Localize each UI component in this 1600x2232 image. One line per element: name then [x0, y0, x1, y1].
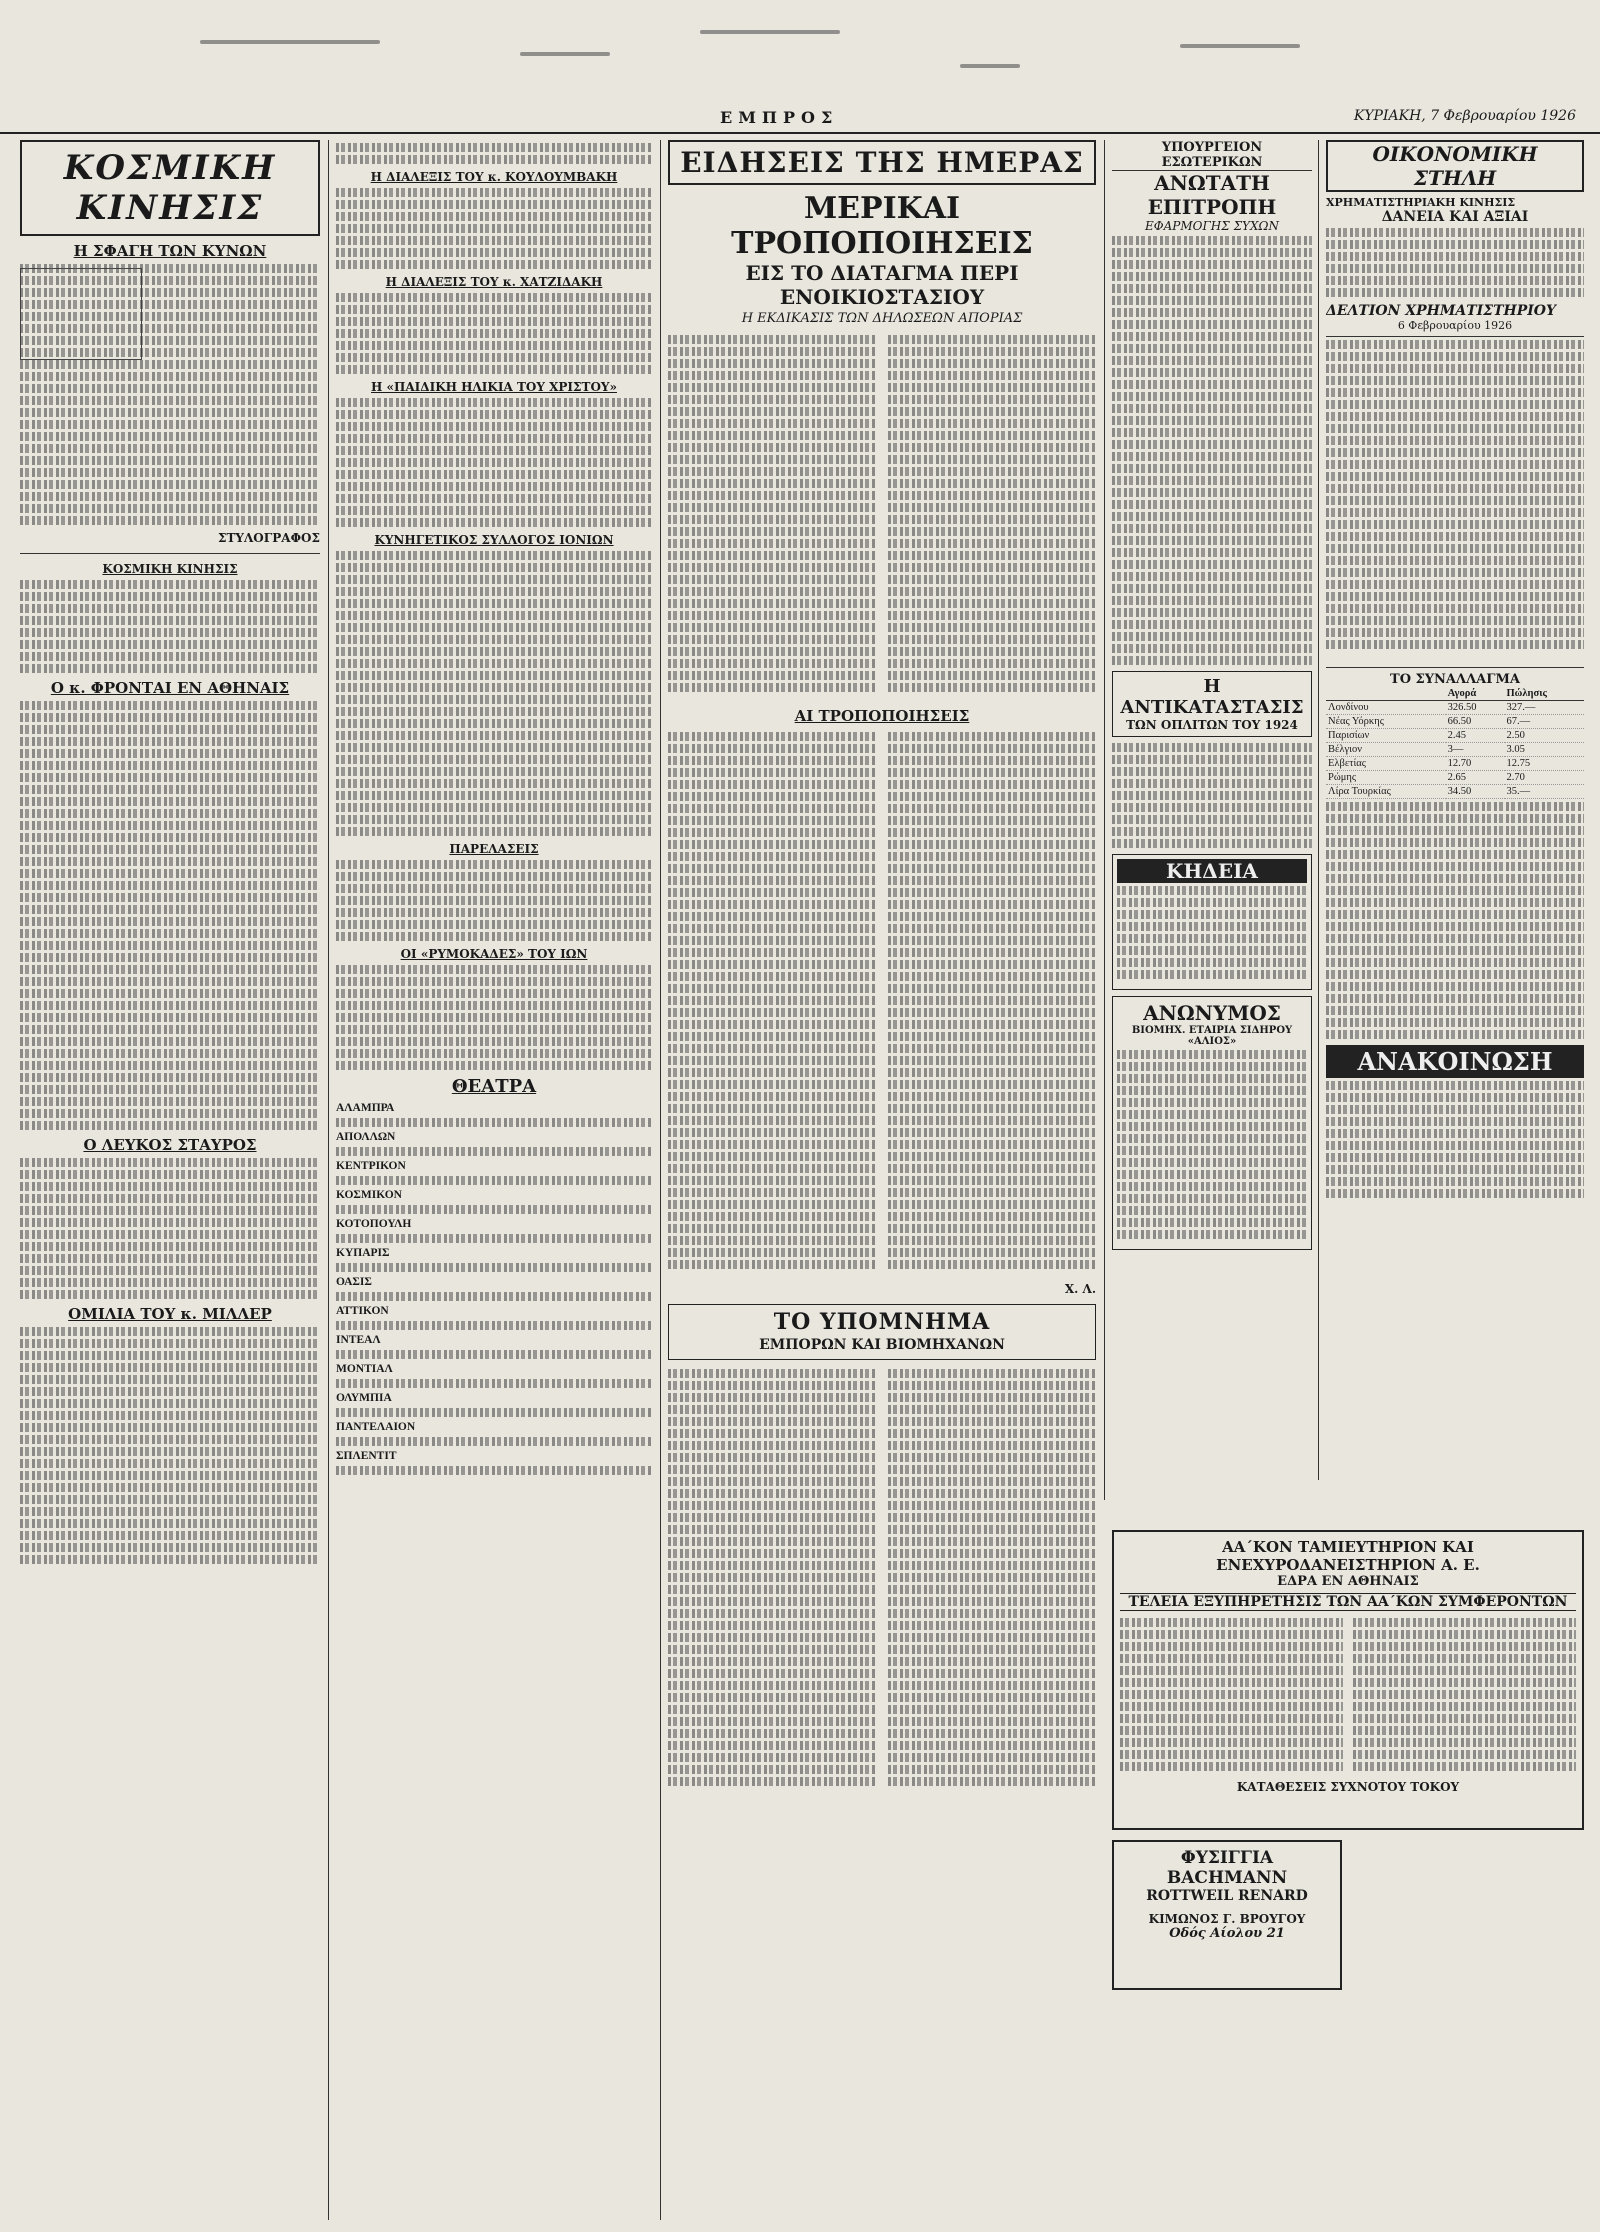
article-body	[668, 1366, 876, 1789]
article-body	[336, 293, 652, 374]
company-heading: ΑΝΩΝΥΜΟΣ	[1143, 1001, 1281, 1025]
theatre-entry: ΜΟΝΤΙΑΛ	[336, 1363, 393, 1375]
dealer-address: Οδός Αίολου 21	[1169, 1926, 1285, 1941]
article-body	[20, 1327, 320, 1564]
table-row: Λίρα Τουρκίας 34.50 35.—	[1326, 785, 1584, 799]
article-body	[336, 188, 652, 269]
stock-movement-heading: ΧΡΗΜΑΤΙΣΤΗΡΙΑΚΗ ΚΙΝΗΣΙΣ	[1326, 196, 1516, 209]
ad-body	[1353, 1615, 1576, 1774]
masthead-paper-name: ΕΜΠΡΟΣ	[720, 108, 839, 127]
theatre-entry: ΑΤΤΙΚΟΝ	[336, 1305, 389, 1317]
memo-box	[668, 1304, 1096, 1360]
funeral-heading: ΚΗΔΕΙΑ	[1117, 859, 1307, 883]
article-body	[336, 551, 652, 836]
ministry-heading: ΥΠΟΥΡΓΕΙΟΝ ΕΣΩΤΕΡΙΚΩΝ	[1112, 140, 1312, 171]
theatre-entry: ΑΠΟΛΛΩΝ	[336, 1131, 396, 1143]
article-headline: ΟΙ «ΡΥΜΟΚΑΔΕΣ» ΤΟΥ ΙΩΝ	[400, 947, 588, 961]
exchange-col-buy: Αγορά	[1446, 687, 1505, 701]
table-row: Παρισίων 2.45 2.50	[1326, 729, 1584, 743]
article-headline: ΚΟΣΜΙΚΗ ΚΙΝΗΣΙΣ	[102, 562, 238, 576]
column-6	[1326, 140, 1584, 1520]
article-headline: ΟΜΙΛΙΑ ΤΟΥ κ. ΜΙΛΛΕΡ	[68, 1305, 272, 1323]
economic-column-heading: ΟΙΚΟΝΟΜΙΚΗ ΣΤΗΛΗ	[1326, 140, 1584, 192]
article-headline: Η ΔΙΑΛΕΞΙΣ ΤΟΥ κ. ΚΟΥΛΟΥΜΒΑΚΗ	[370, 170, 618, 184]
news-of-the-day-banner: ΕΙΔΗΣΕΙΣ ΤΗΣ ΗΜΕΡΑΣ	[668, 140, 1096, 185]
byline: ΣΤΥΛΟΓΡΑΦΟΣ	[218, 531, 320, 545]
article-body	[888, 729, 1096, 1272]
article-headline: ΠΑΡΕΛΑΣΕΙΣ	[449, 842, 539, 856]
product-advertisement	[1112, 1840, 1342, 1990]
columns-3-4	[668, 140, 1096, 2220]
theatre-entry: ΟΑΣΙΣ	[336, 1276, 372, 1288]
replacement-subheadline: ΤΩΝ ΟΠΛΙΤΩΝ ΤΟΥ 1924	[1126, 718, 1298, 732]
article-body	[20, 1158, 320, 1299]
article-body	[668, 332, 876, 695]
product-name: ΦΥΣΙΓΓΙΑ BACHMANN	[1166, 1848, 1288, 1888]
dealer-name: ΚΙΜΩΝΟΣ Γ. ΒΡΟΥΓΟΥ	[1148, 1912, 1306, 1926]
article-headline: Η «ΠΑΙΔΙΚΗ ΗΛΙΚΙΑ ΤΟΥ ΧΡΙΣΤΟΥ»	[371, 380, 617, 394]
article-body	[336, 965, 652, 1070]
product-brand: ROTTWEIL RENARD	[1146, 1888, 1308, 1904]
replacement-headline: Η ΑΝΤΙΚΑΤΑΣΤΑΣΙΣ	[1120, 676, 1304, 718]
signature: Χ. Λ.	[1064, 1282, 1096, 1296]
article-body	[888, 1366, 1096, 1789]
article-body	[336, 860, 652, 941]
table-row: Βέλγιον 3— 3.05	[1326, 743, 1584, 757]
loans-heading: ΔΑΝΕΙΑ ΚΑΙ ΑΞΙΑΙ	[1381, 209, 1529, 225]
article-headline: Ο κ. ΦΡΟΝΤΑΙ ΕΝ ΑΘΗΝΑΙΣ	[50, 679, 290, 697]
article-headline: ΚΥΝΗΓΕΤΙΚΟΣ ΣΥΛΛΟΓΟΣ ΙΟΝΙΩΝ	[374, 533, 614, 547]
theatre-entry: ΠΑΝΤΕΛΑΙΟΝ	[336, 1421, 416, 1433]
theatre-entry: ΚΟΣΜΙΚΟΝ	[336, 1189, 402, 1201]
article-body	[1112, 743, 1312, 848]
theatre-entry: ΣΠΛΕΝΤΙΤ	[336, 1450, 397, 1462]
table-row: Λονδίνου 326.50 327.—	[1326, 701, 1584, 715]
section-heading: ΑΙ ΤΡΟΠΟΠΟΙΗΣΕΙΣ	[794, 707, 970, 725]
article-body	[668, 729, 876, 1272]
theatres-heading: ΘΕΑΤΡΑ	[451, 1076, 537, 1097]
section-title: ΚΟΣΜΙΚΗ ΚΙΝΗΣΙΣ	[20, 140, 320, 236]
bank-tagline: ΤΕΛΕΙΑ ΕΞΥΠΗΡΕΤΗΣΙΣ ΤΩΝ ΑΑ΄ΚΩΝ ΣΥΜΦΕΡΟΝΤΩΝ	[1120, 1593, 1576, 1611]
committee-subheading: ΕΦΑΡΜΟΓΗΣ ΣΥΧΩΝ	[1145, 219, 1279, 233]
funeral-notice	[1112, 854, 1312, 990]
stock-table	[1326, 336, 1584, 668]
company-notice	[1112, 996, 1312, 1250]
replacement-box	[1112, 671, 1312, 737]
theatre-entry: ΑΛΑΜΠΡΑ	[336, 1102, 395, 1114]
deposit-heading: ΚΑΤΑΘΕΣΕΙΣ ΣΥΧΝΟΤΟΥ ΤΟΚΟΥ	[1236, 1780, 1460, 1794]
bank-seat: ΕΔΡΑ ΕΝ ΑΘΗΝΑΙΣ	[1277, 1574, 1419, 1589]
memo-subheadline: ΕΜΠΟΡΩΝ ΚΑΙ ΒΙΟΜΗΧΑΝΩΝ	[759, 1337, 1005, 1353]
column-2	[336, 140, 652, 2220]
theatres-list	[336, 1101, 652, 1475]
article-body	[20, 701, 320, 1130]
table-row: Νέας Υόρκης 66.50 67.—	[1326, 715, 1584, 729]
company-body	[1117, 1050, 1307, 1239]
company-subheading: ΒΙΟΜΗΧ. ΕΤΑΙΡΙΑ ΣΙΔΗΡΟΥ «ΑΛΙΟΣ»	[1131, 1025, 1293, 1047]
article-headline: Η ΔΙΑΛΕΞΙΣ ΤΟΥ κ. ΧΑΤΖΙΔΑΚΗ	[385, 275, 603, 289]
article-body	[1112, 236, 1312, 665]
theatre-entry: ΚΥΠΑΡΙΣ	[336, 1247, 390, 1259]
column-1	[20, 140, 320, 2220]
ad-body	[1120, 1615, 1343, 1774]
theatre-entry: ΟΛΥΜΠΙΑ	[336, 1392, 392, 1404]
exchange-table	[1326, 687, 1584, 799]
table-row: Ελβετίας 12.70 12.75	[1326, 757, 1584, 771]
bulletin-date: 6 Φεβρουαρίου 1926	[1397, 319, 1513, 332]
masthead	[0, 0, 1600, 134]
exchange-col-sell: Πώλησις	[1505, 687, 1584, 701]
article-body	[1326, 802, 1584, 1039]
bank-advertisement	[1112, 1530, 1584, 1830]
theatre-entry: ΙΝΤΕΑΛ	[336, 1334, 381, 1346]
article-headline: Η ΣΦΑΓΗ ΤΩΝ ΚΥΝΩΝ	[73, 242, 267, 260]
article-body	[20, 580, 320, 673]
memo-headline: ΤΟ ΥΠΟΜΝΗΜΑ	[773, 1309, 991, 1335]
main-headline: ΜΕΡΙΚΑΙ ΤΡΟΠΟΠΟΙΗΣΕΙΣ	[731, 191, 1033, 261]
main-headline-2: ΕΙΣ ΤΟ ΔΙΑΤΑΓΜΑ ΠΕΡΙ ΕΝΟΙΚΙΟΣΤΑΣΙΟΥ	[745, 261, 1019, 309]
article-body	[336, 398, 652, 527]
table-row: Ρώμης 2.65 2.70	[1326, 771, 1584, 785]
article-headline: Ο ΛΕΥΚΟΣ ΣΤΑΥΡΟΣ	[83, 1136, 257, 1154]
theatre-entry: ΚΕΝΤΡΙΚΟΝ	[336, 1160, 406, 1172]
announcement-heading: ΑΝΑΚΟΙΝΩΣΗ	[1326, 1045, 1584, 1078]
main-subheadline: Η ΕΚΔΙΚΑΣΙΣ ΤΩΝ ΔΗΛΩΣΕΩΝ ΑΠΟΡΙΑΣ	[741, 311, 1023, 326]
exchange-heading: ΤΟ ΣΥΝΑΛΛΑΓΜΑ	[1390, 672, 1520, 687]
article-body	[1326, 228, 1584, 297]
bank-title: ΑΑ΄ΚΟΝ ΤΑΜΙΕΥΤΗΡΙΟΝ ΚΑΙ ΕΝΕΧΥΡΟΔΑΝΕΙΣΤΗΡΙΟΝ Α. Ε.	[1216, 1538, 1480, 1574]
masthead-date: ΚΥΡΙΑΚΗ, 7 Φεβρουαρίου 1926	[1353, 108, 1576, 124]
article-body	[888, 332, 1096, 695]
funeral-body	[1117, 886, 1307, 979]
theatre-entry: ΚΟΤΟΠΟΥΛΗ	[336, 1218, 412, 1230]
article-body	[20, 264, 320, 525]
committee-heading: ΑΝΩΤΑΤΗ ΕΠΙΤΡΟΠΗ	[1147, 171, 1277, 219]
column-5	[1112, 140, 1312, 1520]
bulletin-heading: ΔΕΛΤΙΟΝ ΧΡΗΜΑΤΙΣΤΗΡΙΟΥ	[1326, 303, 1556, 319]
article-body	[1326, 1081, 1584, 1198]
